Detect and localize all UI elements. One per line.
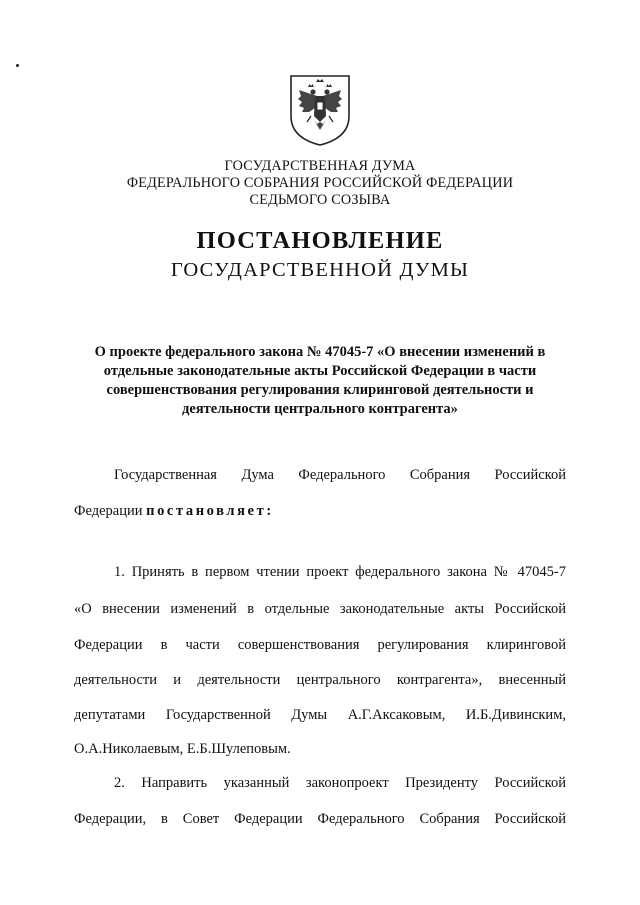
item1-line-6: О.А.Николаевым, Е.Б.Шулеповым. [74,741,291,757]
subject-line-4: деятельности центрального контрагента» [182,401,458,417]
subject-line-1: О проекте федерального закона № 47045-7 «О внесении изменений в [94,344,546,360]
preamble-verb: постановляет: [146,503,274,519]
resolution-subject [70,343,570,419]
subject-line-3: совершенствования регулирования клиринговой деятельности и [106,382,534,398]
item1-line-5: депутатами Государственной Думы А.Г.Аксаковым, И.Б.Дивинским, [74,707,566,723]
org-line-3: СЕДЬМОГО СОЗЫВА [249,192,391,208]
item2-line-2: Федерации, в Совет Федерации Федерального Собрания Российской [74,811,566,827]
item1-line-1: 1. Принять в первом чтении проект федерального закона № 47045-7 [114,564,566,580]
scan-speck [16,64,19,67]
document-subtitle: ГОСУДАРСТВЕННОЙ ДУМЫ [170,259,470,281]
org-line-2: ФЕДЕРАЛЬНОГО СОБРАНИЯ РОССИЙСКОЙ ФЕДЕРАЦИИ [126,175,514,191]
item1-line-3: Федерации в части совершенствования регулирования клиринговой [74,637,566,653]
item1-line-4: деятельности и деятельности центрального контрагента», внесенный [74,672,566,688]
preamble-line-1: Государственная Дума Федерального Собрания Российской [114,467,566,483]
item1-line-2: «О внесении изменений в отдельные законодательные акты Российской [74,601,566,617]
document-title: ПОСТАНОВЛЕНИЕ [196,227,444,254]
preamble-line-2 [74,502,274,520]
preamble-text: Федерации [74,503,147,519]
org-line-1: ГОСУДАРСТВЕННАЯ ДУМА [224,158,416,174]
russian-coat-of-arms-icon [287,72,353,148]
subject-line-2: отдельные законодательные акты Российской Федерации в части [103,363,537,379]
item2-line-1: 2. Направить указанный законопроект Президенту Российской [114,775,566,791]
